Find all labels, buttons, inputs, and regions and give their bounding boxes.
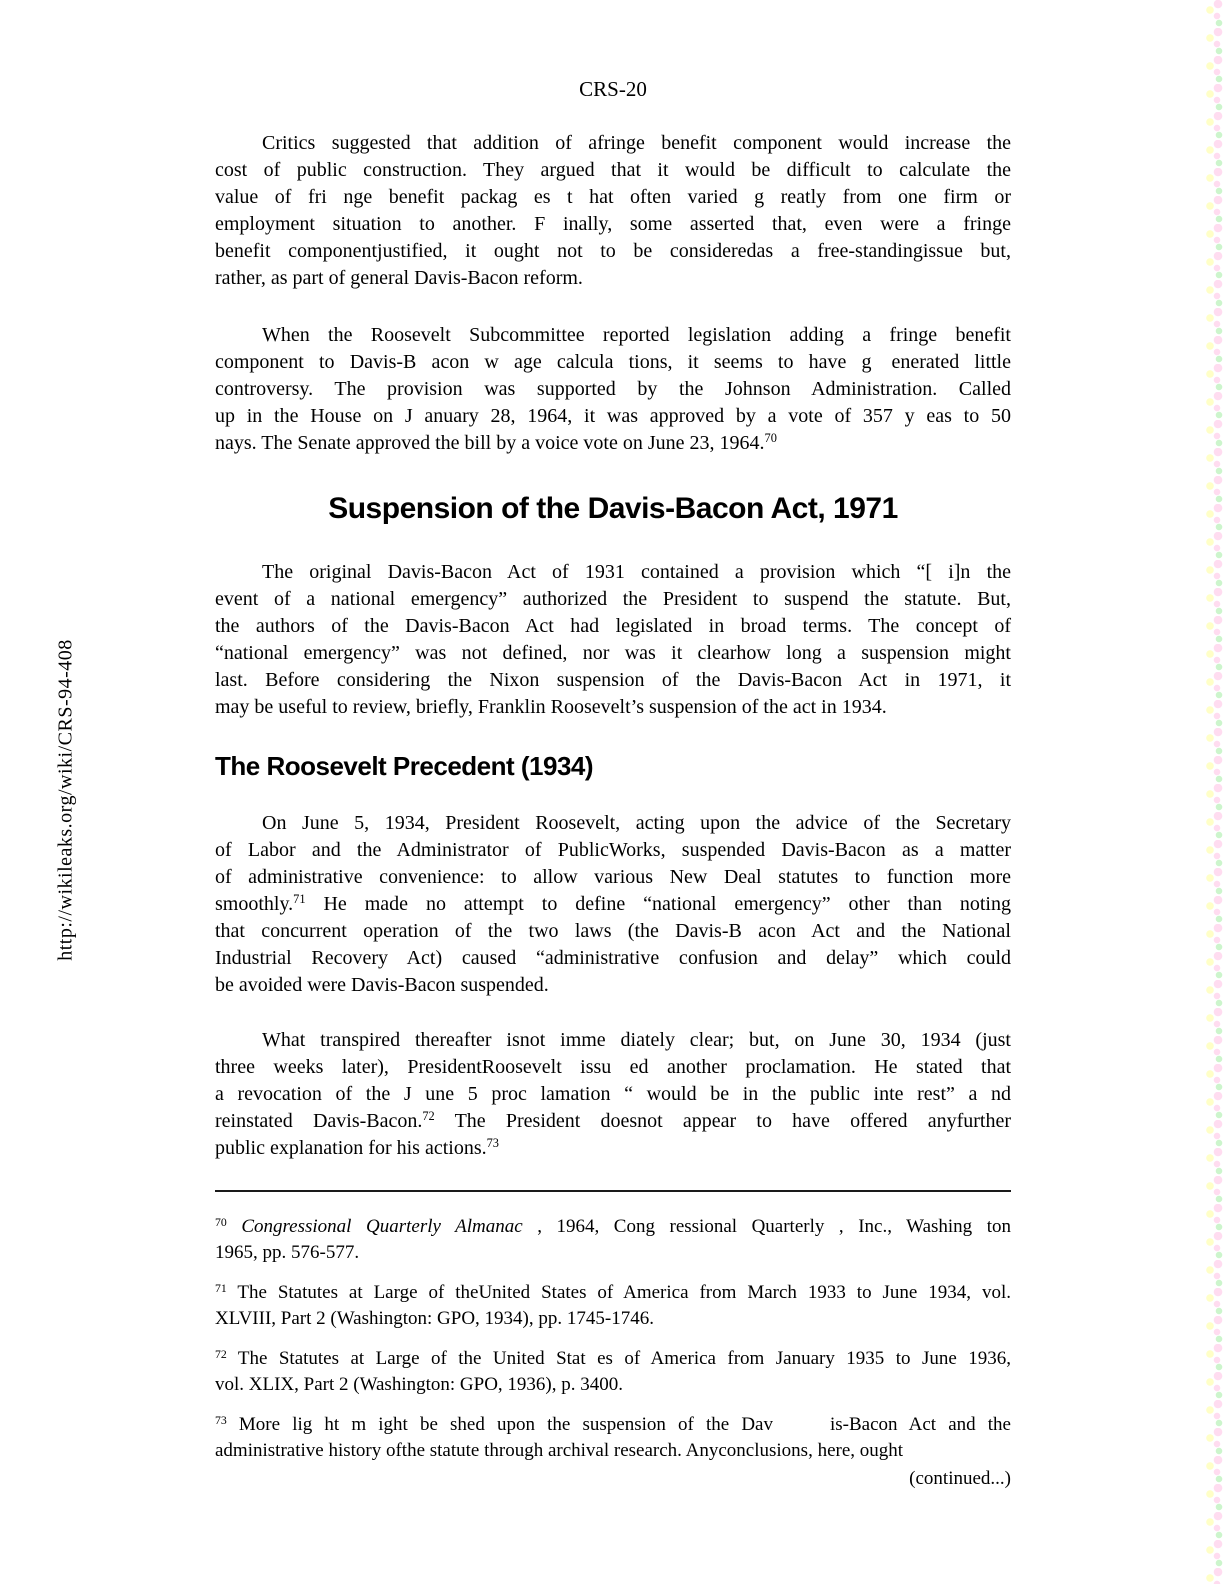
text-line: “national emergency” was not defined, nor was it clearhow long a suspension might <box>215 642 1011 664</box>
text-line: XLVIII, Part 2 (Washington: GPO, 1934), pp. 1745-1746. <box>215 1308 654 1329</box>
subsection-heading-roosevelt-precedent: The Roosevelt Precedent (1934) <box>215 751 594 781</box>
text-line: smoothly.$^{71}$ He made no attempt to define “national emergency” other than noting <box>215 892 1011 915</box>
text-line: public explanation for his actions.$^{73}$ <box>215 1136 499 1159</box>
footnote-72 <box>215 1346 1011 1398</box>
text-line: nays. The Senate approved the bill by a voice vote on June 23, 1964.70 <box>215 431 777 454</box>
text-line: up in the House on J anuary 28, 1964, it was approved by a vote of 357 y eas to 50 <box>215 405 1011 427</box>
footnote-70 <box>215 1214 1011 1266</box>
paragraph-roosevelt-subcommittee <box>215 322 1011 457</box>
text-line: What transpired thereafter isnot imme diately clear; but, on June 30, 1934 (just <box>262 1029 1011 1051</box>
text-line: three weeks later), PresidentRoosevelt issu ed another proclamation. He stated that <box>215 1056 1011 1078</box>
text-line: cost of public construction. They argued that it would be difficult to calculate the <box>215 159 1011 181</box>
edge-watermark-pattern <box>1202 0 1224 1584</box>
footnote-73 <box>215 1412 1011 1464</box>
text-line: event of a national emergency” authorized the President to suspend the statute. But, <box>215 588 1011 610</box>
text-line: $^{72}$ The Statutes at Large of the United Stat es of America from January 1935 to June 1936, <box>215 1347 1011 1369</box>
section-heading-suspension-1971: Suspension of the Davis-Bacon Act, 1971 <box>328 492 898 525</box>
text-line: that concurrent operation of the two laws (the Davis-B acon Act and the National <box>215 920 1011 942</box>
text-line: of Labor and the Administrator of PublicWorks, suspended Davis-Bacon as a matter <box>215 839 1011 861</box>
text-line: $^{73}$ More lig ht m ight be shed upon the suspension of the Dav is-Bacon Act and the <box>215 1413 1011 1435</box>
text-line: employment situation to another. F inally, some asserted that, even were a fringe <box>215 213 1011 235</box>
text-line: value of fri nge benefit packag es t hat often varied g reatly from one firm or <box>215 186 1011 208</box>
footnote-continued-marker: (continued...) <box>909 1468 1011 1489</box>
text-line: controversy. The provision was supported by the Johnson Administration. Called <box>215 378 1011 400</box>
text-line: vol. XLIX, Part 2 (Washington: GPO, 1936), p. 3400. <box>215 1374 623 1395</box>
text-line: $^{70}$ Congressional Quarterly Almanac , 1964, Cong ressional Quarterly , Inc., Washing ton <box>215 1215 1011 1237</box>
text-line: When the Roosevelt Subcommittee reported legislation adding a fringe benefit <box>262 324 1011 346</box>
text-line: $^{71}$ The Statutes at Large of theUnited States of America from March 1933 to June 1934, vol. <box>215 1281 1011 1303</box>
text-line: 1965, pp. 576-577. <box>215 1242 360 1263</box>
wikileaks-url-watermark: http://wikileaks.org/wiki/CRS-94-408 <box>54 639 77 961</box>
text-line: reinstated Davis-Bacon.$^{72}$ The President doesnot appear to have offered anyfurther <box>215 1109 1011 1132</box>
footnote-71 <box>215 1280 1011 1332</box>
text-line: benefit componentjustified, it ought not to be consideredas a free-standingissue but, <box>215 240 1011 262</box>
text-line: of administrative convenience: to allow various New Deal statutes to function more <box>215 866 1011 888</box>
text-line: On June 5, 1934, President Roosevelt, acting upon the advice of the Secretary <box>262 812 1011 834</box>
paragraph-original-davis-bacon-act <box>215 559 1011 721</box>
footnote-separator-rule <box>215 1190 1011 1192</box>
text-line: administrative history ofthe statute through archival research. Anyconclusions, here, ought <box>215 1440 904 1461</box>
paragraph-what-transpired <box>215 1027 1011 1162</box>
footnotes-section <box>215 1214 1011 1492</box>
text-line: last. Before considering the Nixon suspension of the Davis-Bacon Act in 1971, it <box>215 669 1011 691</box>
text-line: component to Davis-B acon w age calcula tions, it seems to have g enerated little <box>215 351 1011 373</box>
page-number-header: CRS-20 <box>579 77 647 101</box>
text-line: rather, as part of general Davis-Bacon reform. <box>215 267 583 289</box>
page-content <box>215 0 1011 1492</box>
text-line: Critics suggested that addition of afringe benefit component would increase the <box>262 132 1011 154</box>
paragraph-june-5-1934-suspension <box>215 810 1011 999</box>
text-line: be avoided were Davis-Bacon suspended. <box>215 974 549 996</box>
text-line: Industrial Recovery Act) caused “administrative confusion and delay” which could <box>215 947 1011 969</box>
paragraph-critics-fringe-benefit <box>215 130 1011 292</box>
text-line: a revocation of the J une 5 proc lamation “ would be in the public inte rest” a nd <box>215 1083 1011 1105</box>
text-line: may be useful to review, briefly, Franklin Roosevelt’s suspension of the act in 1934. <box>215 696 887 718</box>
text-line: The original Davis-Bacon Act of 1931 contained a provision which “[ i]n the <box>262 561 1011 583</box>
text-line: the authors of the Davis-Bacon Act had legislated in broad terms. The concept of <box>215 615 1011 637</box>
